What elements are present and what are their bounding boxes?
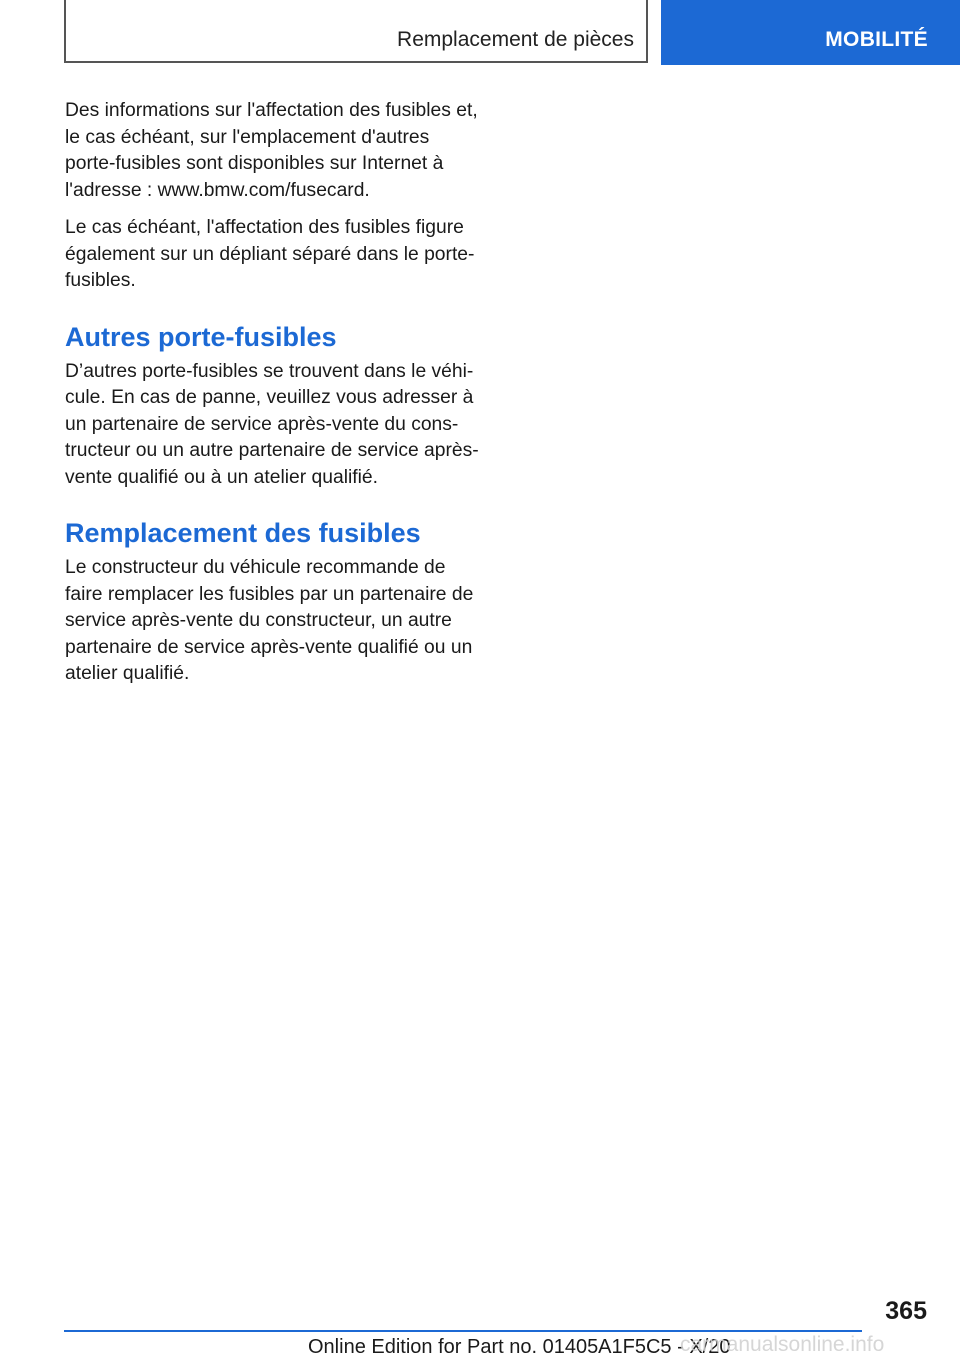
chapter-tab[interactable]	[661, 0, 960, 65]
text-line: faire remplacer les fusibles par un partenaire de	[65, 583, 474, 605]
text-line: partenaire de service après-vente qualifié ou un	[65, 636, 473, 658]
main-content	[65, 98, 485, 699]
heading-other-fuse-holders: Autres porte-fusibles	[65, 321, 337, 352]
text-line: tructeur ou un autre partenaire de service après-	[65, 440, 479, 461]
text-line: Des informations sur l'affectation des fusibles et,	[65, 100, 478, 121]
text-line: D’autres porte-fusibles se trouvent dans le véhi-	[65, 360, 474, 382]
text-line: le cas échéant, sur l'emplacement d'autres	[65, 126, 430, 148]
footer-divider	[64, 1330, 862, 1332]
text-line: également sur un dépliant séparé dans le porte-	[65, 243, 475, 265]
text-line: fusibles.	[65, 270, 136, 291]
paragraph-other-fuse-holders	[65, 359, 485, 492]
text-line: cule. En cas de panne, veuillez vous adresser à	[65, 387, 474, 408]
text-line: Le cas échéant, l'affectation des fusibles figure	[65, 217, 464, 238]
header-section-box	[64, 0, 648, 63]
text-line: porte-fusibles sont disponibles sur Internet à	[65, 153, 444, 174]
section-title: Remplacement de pièces	[397, 28, 634, 51]
page-number: 365	[885, 1297, 927, 1325]
text-line: Le constructeur du véhicule recommande de	[65, 557, 446, 578]
edition-text: Online Edition for Part no. 01405A1F5C5 - X/20	[308, 1336, 731, 1358]
paragraph-fuse-replacement	[65, 555, 485, 688]
chapter-tab-label: MOBILITÉ	[825, 28, 928, 51]
text-line: l'adresse : www.bmw.com/fusecard.	[65, 179, 370, 201]
text-line: un partenaire de service après-vente du cons-	[65, 413, 459, 435]
text-line: service après-vente du constructeur, un autre	[65, 610, 452, 631]
watermark: carmanualsonline.info	[680, 1333, 885, 1356]
text-line: atelier qualifié.	[65, 663, 190, 684]
heading-fuse-replacement: Remplacement des fusibles	[65, 518, 421, 548]
text-line: vente qualifié ou à un atelier qualifié.	[65, 466, 379, 488]
paragraph-fusecard-info	[65, 98, 485, 204]
paragraph-leaflet-info	[65, 215, 485, 295]
